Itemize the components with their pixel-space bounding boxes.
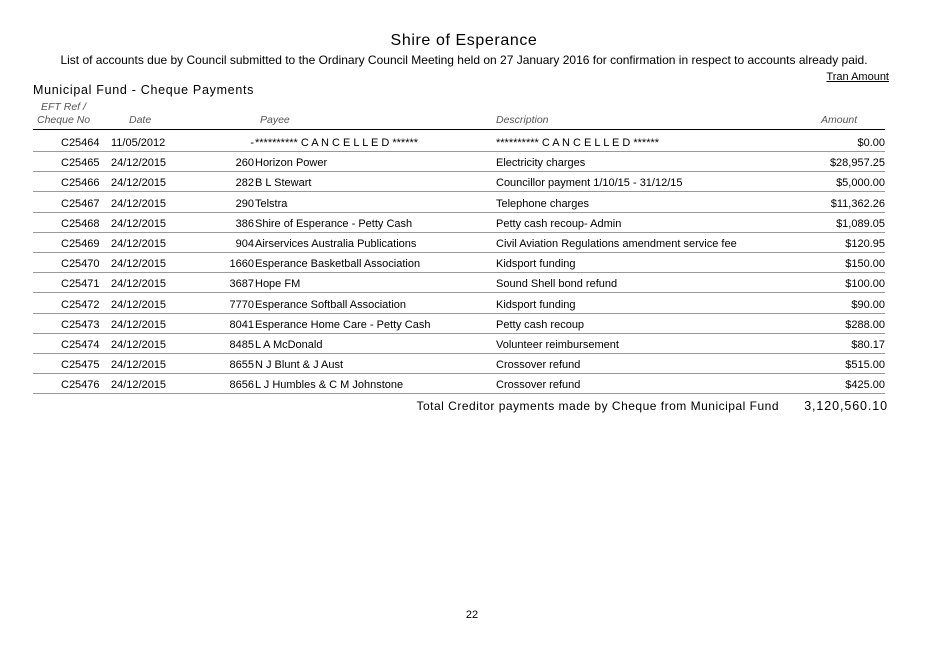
payment-description: Sound Shell bond refund: [496, 278, 618, 291]
cheque-number: C25468: [61, 217, 100, 230]
payee-name: Horizon Power: [255, 157, 328, 170]
table-row: [33, 353, 885, 374]
cheque-number: C25466: [61, 177, 100, 190]
payment-date: 24/12/2015: [111, 258, 167, 271]
payee-code: 386: [235, 217, 254, 230]
cheque-number: C25474: [61, 339, 100, 351]
payee-code: 1660: [229, 258, 254, 271]
payment-amount: $515.00: [845, 359, 885, 372]
payment-date: 24/12/2015: [111, 197, 167, 210]
payment-amount: $11,362.26: [830, 197, 885, 210]
payee-name: Shire of Esperance - Petty Cash: [255, 217, 413, 230]
total-value: 3,120,560.10: [804, 399, 888, 413]
payee-code: 8655: [229, 359, 254, 372]
payment-amount: $425.00: [845, 379, 885, 392]
cheque-number: C25469: [61, 238, 100, 250]
payment-description: Councillor payment 1/10/15 - 31/12/15: [496, 177, 683, 190]
payment-date: 24/12/2015: [111, 359, 167, 372]
payment-amount: $90.00: [851, 298, 885, 311]
payee-code: 904: [235, 238, 254, 250]
payment-description: Electricity charges: [496, 157, 586, 170]
payee-name: L A McDonald: [255, 339, 323, 351]
table-row: [33, 131, 885, 152]
cheque-number: C25472: [61, 298, 100, 311]
page-number: 22: [465, 609, 479, 621]
payee-name: B L Stewart: [255, 177, 312, 190]
document-subtitle: List of accounts due by Council submitted to the Ordinary Council Meeting held on 27 January 2016 for confirmation in respect to accounts already paid.: [60, 53, 868, 67]
table-row: [33, 151, 885, 172]
table-row: [33, 192, 885, 213]
tran-amount-label: Tran Amount: [826, 71, 889, 83]
payment-date: 24/12/2015: [111, 318, 167, 331]
payment-date: 24/12/2015: [111, 379, 167, 392]
table-row: [33, 171, 885, 192]
payee-name: Airservices Australia Publications: [255, 238, 417, 250]
payment-date: 24/12/2015: [111, 339, 167, 351]
payment-amount: $5,000.00: [836, 177, 885, 190]
header-description: Description: [496, 114, 549, 126]
table-row: [33, 313, 885, 334]
cheque-number: C25473: [61, 318, 100, 331]
table-row: [33, 293, 885, 314]
payment-amount: $28,957.25: [829, 157, 885, 170]
table-row: [33, 212, 885, 233]
payee-name: Esperance Home Care - Petty Cash: [255, 318, 431, 331]
cheque-number: C25471: [61, 278, 100, 291]
payment-description: Telephone charges: [496, 197, 589, 210]
payee-code: 8041: [229, 318, 254, 331]
payee-name: L J Humbles & C M Johnstone: [255, 379, 404, 392]
table-row: [33, 373, 885, 394]
table-row: [33, 232, 885, 253]
payment-description: Petty cash recoup- Admin: [496, 217, 622, 230]
payee-name: Esperance Softball Association: [255, 298, 407, 311]
payment-description: Crossover refund: [496, 359, 581, 372]
payment-description: Petty cash recoup: [496, 318, 585, 331]
payment-amount: $100.00: [845, 278, 885, 291]
table-row: [33, 252, 885, 273]
header-amount: Amount: [821, 114, 858, 126]
payment-amount: $150.00: [845, 258, 885, 271]
payee-code: 290: [235, 197, 254, 210]
payment-amount: $288.00: [845, 318, 885, 331]
payment-date: 11/05/2012: [111, 137, 166, 149]
payment-amount: $0.00: [857, 137, 885, 149]
cheque-number: C25476: [61, 379, 100, 392]
payment-description: Crossover refund: [496, 379, 581, 392]
payment-description: Volunteer reimbursement: [496, 339, 619, 351]
payee-code: 8656: [229, 379, 254, 392]
payee-code: -: [250, 137, 254, 149]
payee-code: 8485: [229, 339, 254, 351]
total-label: Total Creditor payments made by Cheque from Municipal Fund: [416, 399, 779, 413]
header-rule: [33, 129, 885, 130]
payment-description: Civil Aviation Regulations amendment service fee: [496, 238, 737, 250]
cheque-number: C25464: [61, 137, 100, 149]
header-cheque-no: Cheque No: [37, 114, 91, 126]
payee-code: 7770: [229, 298, 254, 311]
payment-date: 24/12/2015: [111, 298, 167, 311]
payment-amount: $1,089.05: [836, 217, 885, 230]
table-row: [33, 272, 885, 293]
document-title: Shire of Esperance: [390, 32, 538, 49]
table-row: [33, 333, 885, 354]
cheque-number: C25465: [61, 157, 100, 170]
payment-date: 24/12/2015: [111, 217, 167, 230]
payment-amount: $120.95: [845, 238, 885, 250]
header-payee: Payee: [260, 114, 290, 126]
payee-code: 3687: [229, 278, 254, 291]
payee-name: Hope FM: [255, 278, 301, 291]
cheque-number: C25467: [61, 197, 100, 210]
payee-name: Esperance Basketball Association: [255, 258, 421, 271]
payment-date: 24/12/2015: [111, 177, 167, 190]
payment-description: Kidsport funding: [496, 258, 576, 271]
fund-heading: Municipal Fund - Cheque Payments: [33, 83, 255, 97]
payment-date: 24/12/2015: [111, 278, 167, 291]
payee-code: 282: [235, 177, 254, 190]
payee-code: 260: [235, 157, 254, 170]
header-date: Date: [129, 114, 152, 126]
payment-description: ********** C A N C E L L E D ******: [496, 137, 660, 149]
payee-name: N J Blunt & J Aust: [255, 359, 344, 372]
payment-amount: $80.17: [851, 339, 885, 351]
payee-name: Telstra: [255, 197, 288, 210]
cheque-number: C25475: [61, 359, 100, 372]
payment-description: Kidsport funding: [496, 298, 576, 311]
payee-name: ********** C A N C E L L E D ******: [255, 137, 419, 149]
payment-date: 24/12/2015: [111, 157, 167, 170]
header-ref: EFT Ref /: [41, 101, 86, 113]
payment-date: 24/12/2015: [111, 238, 167, 250]
cheque-number: C25470: [61, 258, 100, 271]
